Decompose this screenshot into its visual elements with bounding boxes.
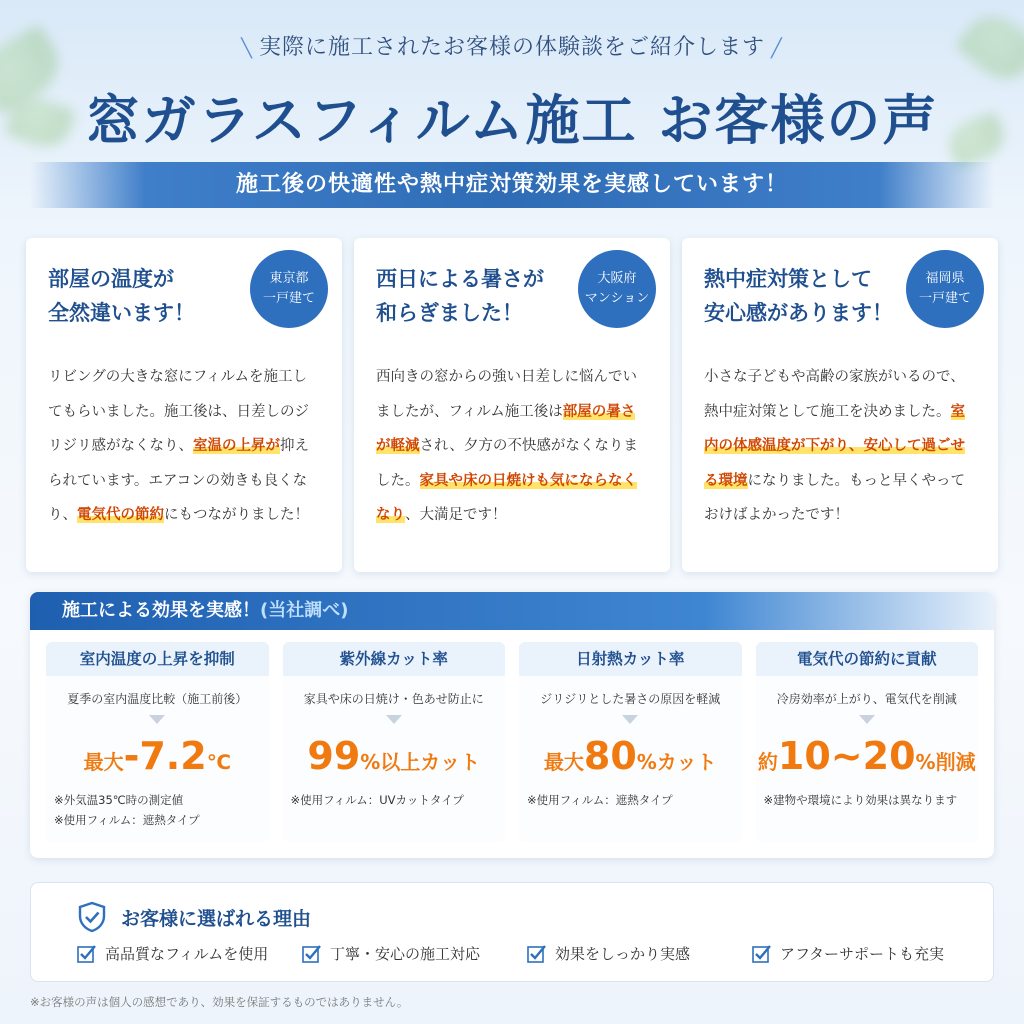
disclaimer: ※お客様の声は個人の感想であり、効果を保証するものではありません。 [30,995,409,1009]
effect-title: 日射熱カット率 [519,642,742,676]
arrow-down-icon [386,715,402,724]
effect-value: 99%以上カット [307,734,481,778]
reason-item: 効果をしっかり実感 [527,943,752,964]
reason-item: アフターサポートも充実 [752,943,977,964]
effect-card [283,642,506,842]
card-body: リビングの大きな窓にフィルムを施工してもらいました。施工後は、日差しのジリジリ感がなくなり、室温の上昇が抑えられています。エアコンの効きも良くなり、電気代の節約にもつながりました！ [48,369,309,523]
checkbox-checked-icon [527,944,547,964]
effect-card [46,642,269,842]
location-badge: 大阪府 マンション [578,250,656,328]
arrow-down-icon [859,715,875,724]
location-badge: 東京都 一戸建て [250,250,328,328]
shield-check-icon [77,901,107,933]
effect-title: 紫外線カット率 [283,642,506,676]
checkbox-checked-icon [77,944,97,964]
effects-heading: 施工による効果を実感！(当社調べ) [30,592,994,630]
effect-desc: ジリジリとした暑さの原因を軽減 [540,692,721,706]
effect-desc: 家具や床の日焼け・色あせ防止に [303,692,484,706]
effect-title: 電気代の節約に貢献 [756,642,979,676]
effect-title: 室内温度の上昇を抑制 [46,642,269,676]
checkbox-checked-icon [302,944,322,964]
reason-item: 丁寧・安心の施工対応 [302,943,527,964]
banner: 施工後の快適性や熱中症対策効果を実感しています！ [30,162,994,208]
testimonial-card [26,238,342,572]
subtitle-text: 実際に施工されたお客様の体験談をご紹介します [258,35,765,60]
card-title: 部屋の温度が 全然違います！ [48,267,195,325]
effect-note: ※使用フィルム：UVカットタイプ [290,793,464,807]
effect-desc: 夏季の室内温度比較（施工前後） [67,692,248,706]
arrow-down-icon [622,715,638,724]
effect-desc: 冷房効率が上がり、電気代を削減 [776,692,957,706]
location-badge: 福岡県 一戸建て [906,250,984,328]
effect-value: 最大-7.2℃ [83,734,231,778]
testimonial-card [354,238,670,572]
card-title: 西日による暑さが 和らぎました！ [376,267,544,325]
page-title: 窓ガラスフィルム施工 お客様の声 [85,88,939,152]
testimonial-card [682,238,998,572]
effect-note: ※建物や環境により効果は異なります [763,793,958,807]
effect-note: ※外気温35℃時の測定値 ※使用フィルム：遮熱タイプ [54,793,200,827]
page-subtitle [0,30,1024,61]
effect-card [519,642,742,842]
effects-panel [30,592,994,858]
effect-card [756,642,979,842]
reasons-panel [30,882,994,982]
card-body: 小さな子どもや高齢の家族がいるので、熱中症対策として施工を決めました。室内の体感温度が下がり、安心して過ごせる環境になりました。もっと早くやっておけばよかったです！ [704,369,965,523]
sparkle-left-icon: ╲ [241,38,253,59]
checkbox-checked-icon [752,944,772,964]
sparkle-right-icon: ╱ [771,38,783,59]
testimonial-cards [26,238,998,572]
reason-item: 高品質なフィルムを使用 [77,943,302,964]
effect-note: ※使用フィルム：遮熱タイプ [527,793,673,807]
arrow-down-icon [149,715,165,724]
card-body: 西向きの窓からの強い日差しに悩んでいましたが、フィルム施工後は部屋の暑さが軽減され、夕方の不快感がなくなりました。家具や床の日焼けも気にならなくなり、大満足です！ [376,369,638,523]
card-title: 熱中症対策として 安心感があります！ [704,267,893,325]
effect-value: 約10~20%削減 [757,734,976,778]
effect-value: 最大80%カット [543,734,717,778]
reasons-title: お客様に選ばれる理由 [121,907,312,930]
